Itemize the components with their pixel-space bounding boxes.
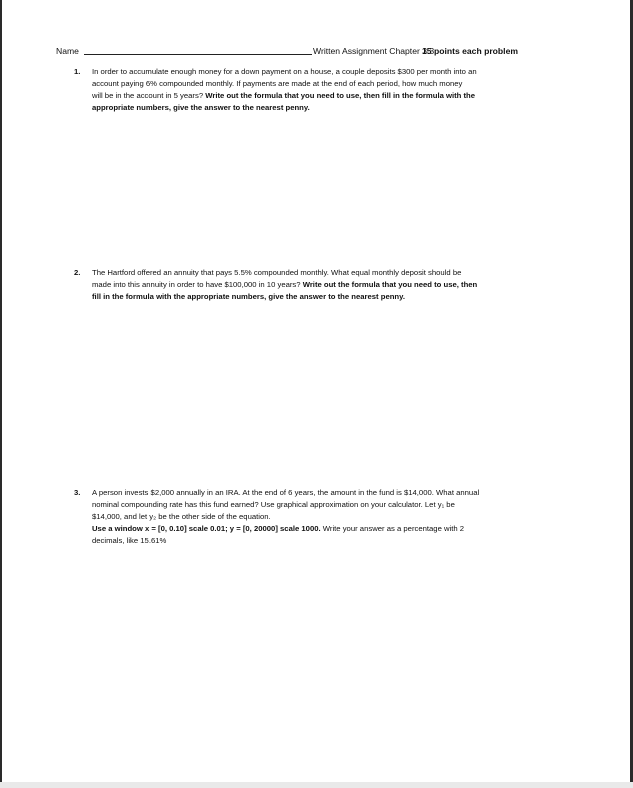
problem-line xyxy=(92,523,588,535)
problem-instruction: Write out the formula that you need to use, then fill in the formula with the xyxy=(205,90,476,100)
problem-instruction: Use a window x = [0, 0.10] scale 0.01; y = [0, 20000] scale 1000. xyxy=(92,523,321,533)
problem-question: will be in the account in 5 years? xyxy=(92,90,204,100)
problem-line: In order to accumulate enough money for a down payment on a house, a couple deposits $300 per month into an xyxy=(92,67,477,76)
problem-answer-format: Write your answer as a percentage with 2 xyxy=(322,523,465,533)
problem-number: 2. xyxy=(74,268,81,277)
assignment-title: Written Assignment Chapter 3.3 xyxy=(313,46,435,56)
problem-line: nominal compounding rate has this fund earned? Use graphical approximation on your calculator. Let y₁ be xyxy=(92,499,455,509)
problem-instruction: fill in the formula with the appropriate numbers, give the answer to the nearest penny. xyxy=(92,291,405,301)
problem-text xyxy=(92,267,588,303)
problem-instruction: Write out the formula that you need to use, then xyxy=(302,279,478,289)
problem-line: A person invests $2,000 annually in an IRA. At the end of 6 years, the amount in the fund is $14,000. What annual xyxy=(92,488,480,497)
name-blank-line xyxy=(84,45,312,55)
page-bottom-edge xyxy=(0,782,633,788)
problem-instruction: appropriate numbers, give the answer to the nearest penny. xyxy=(92,102,310,112)
name-label: Name xyxy=(56,46,79,56)
problem-question: made into this annuity in order to have $100,000 in 10 years? xyxy=(92,279,301,289)
points-label: 15 points each problem xyxy=(422,46,518,56)
problem-line: decimals, like 15.61% xyxy=(92,535,167,545)
problem-text xyxy=(92,487,588,547)
problem-line: account paying 6% compounded monthly. If payments are made at the end of each period, how much money xyxy=(92,78,463,88)
problem-number: 3. xyxy=(74,488,81,497)
problem-line: The Hartford offered an annuity that pays 5.5% compounded monthly. What equal monthly deposit should be xyxy=(92,268,462,277)
problem-text xyxy=(92,66,588,114)
problem-number: 1. xyxy=(74,67,81,76)
page-left-border xyxy=(0,0,2,788)
problem-line: $14,000, and let y₂ be the other side of the equation. xyxy=(92,511,271,521)
problem-line xyxy=(92,279,588,291)
problem-line xyxy=(92,90,588,102)
